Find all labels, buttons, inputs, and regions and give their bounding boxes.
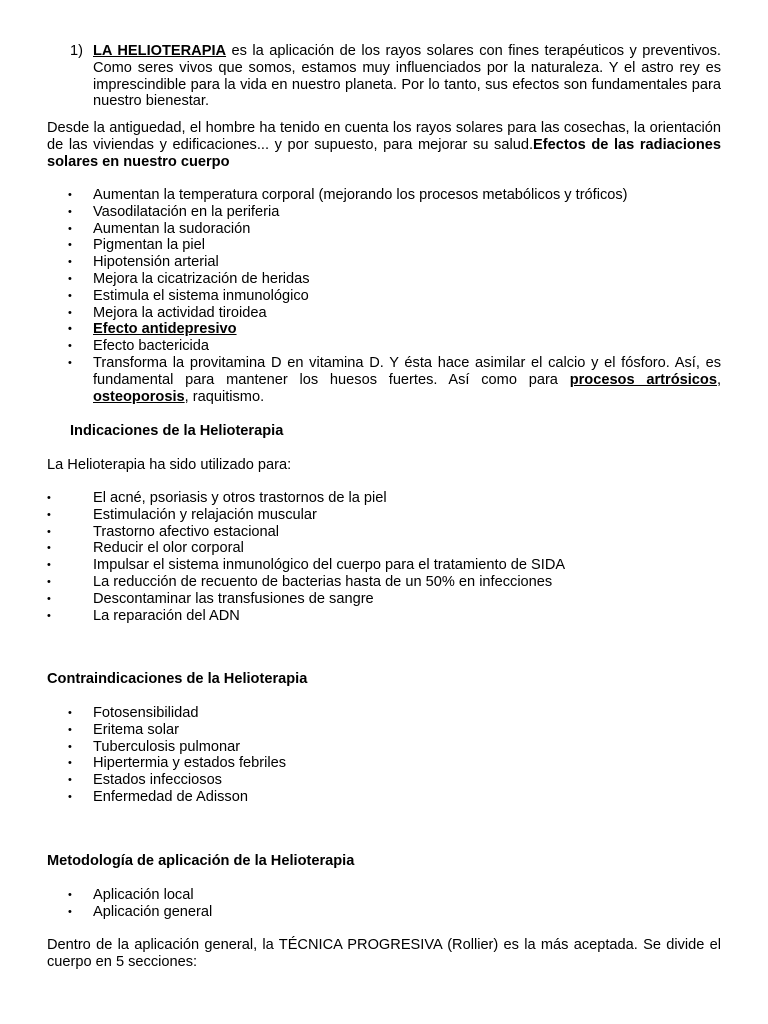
helioterapia-term: LA HELIOTERAPIA <box>93 43 227 59</box>
procesos-artrosicos-link[interactable]: procesos artrósicos <box>569 371 717 388</box>
vitamin-item <box>47 355 721 405</box>
methodology-heading: Metodología de aplicación de la Helioterapia <box>47 853 355 869</box>
list-number: 1) <box>70 43 83 59</box>
list-item: • Aumentan la sudoración <box>47 221 721 238</box>
list-item: • Aplicación general <box>47 904 721 921</box>
contraindications-list <box>47 705 721 806</box>
effects-list <box>47 187 721 405</box>
list-item: • El acné, psoriasis y otros trastornos de la piel <box>47 490 721 507</box>
vitamin-tail: , raquitismo. <box>184 388 265 405</box>
list-item: • Estimulación y relajación muscular <box>47 507 721 524</box>
intro-paragraph <box>70 43 721 110</box>
intro-text: es la aplicación de los rayos solares con fines terapéuticos y preventivos. Como seres vivos que somos, estamos muy influenciados por la naturaleza. Y el astro rey es imprescindible para la vida en nuestro planeta. Por lo tanto, sus efectos son fundamentales para nuestro bienestar. <box>93 43 721 110</box>
list-item: • Mejora la actividad tiroidea <box>47 305 721 322</box>
antiquity-paragraph <box>47 120 721 170</box>
list-item: • Estimula el sistema inmunológico <box>47 288 721 305</box>
list-item: • Hipertermia y estados febriles <box>47 755 721 772</box>
list-item: • Aumentan la temperatura corporal (mejorando los procesos metabólicos y tróficos) <box>47 187 721 204</box>
vitamin-text: Transforma la provitamina D en vitamina D. Y ésta hace asimilar el calcio y el fósforo. Así, es fundamental para mantener los huesos fuertes. Así como para <box>93 354 721 388</box>
closing-paragraph: Dentro de la aplicación general, la TÉCNICA PROGRESIVA (Rollier) es la más aceptada. Se divide el cuerpo en 5 secciones: <box>47 937 721 970</box>
effects-heading: Efectos de las radiaciones solares en nuestro cuerpo <box>47 136 721 170</box>
list-item: • La reducción de recuento de bacterias hasta de un 50% en infecciones <box>47 574 721 591</box>
contraindications-heading: Contraindicaciones de la Helioterapia <box>47 671 308 687</box>
osteoporosis-link[interactable]: osteoporosis <box>93 388 185 405</box>
list-item: • Eritema solar <box>47 722 721 739</box>
list-item: • Tuberculosis pulmonar <box>47 739 721 756</box>
list-item: • Impulsar el sistema inmunológico del cuerpo para el tratamiento de SIDA <box>47 557 721 574</box>
separator: , <box>716 371 721 388</box>
list-item: • Aplicación local <box>47 887 721 904</box>
list-item: • Trastorno afectivo estacional <box>47 524 721 541</box>
list-item: • Enfermedad de Adisson <box>47 789 721 806</box>
list-item: • Efecto bactericida <box>47 338 721 355</box>
list-item: • Pigmentan la piel <box>47 237 721 254</box>
indications-lead: La Helioterapia ha sido utilizado para: <box>47 457 292 473</box>
list-item: • Vasodilatación en la periferia <box>47 204 721 221</box>
list-item: • Reducir el olor corporal <box>47 540 721 557</box>
antidepressant-link[interactable]: • Efecto antidepresivo <box>47 321 721 338</box>
list-item: • Descontaminar las transfusiones de sangre <box>47 591 721 608</box>
indications-list <box>47 490 721 624</box>
list-item: • Fotosensibilidad <box>47 705 721 722</box>
list-item: • La reparación del ADN <box>47 608 721 625</box>
list-item: • Mejora la cicatrización de heridas <box>47 271 721 288</box>
antiquity-text: Desde la antiguedad, el hombre ha tenido en cuenta los rayos solares para las cosechas, la orientación de las viviendas y edificaciones... y por supuesto, para mejorar su salud. <box>47 120 721 153</box>
methodology-list <box>47 887 721 921</box>
list-item: • Estados infecciosos <box>47 772 721 789</box>
list-item: • Hipotensión arterial <box>47 254 721 271</box>
indications-heading: Indicaciones de la Helioterapia <box>70 423 284 439</box>
